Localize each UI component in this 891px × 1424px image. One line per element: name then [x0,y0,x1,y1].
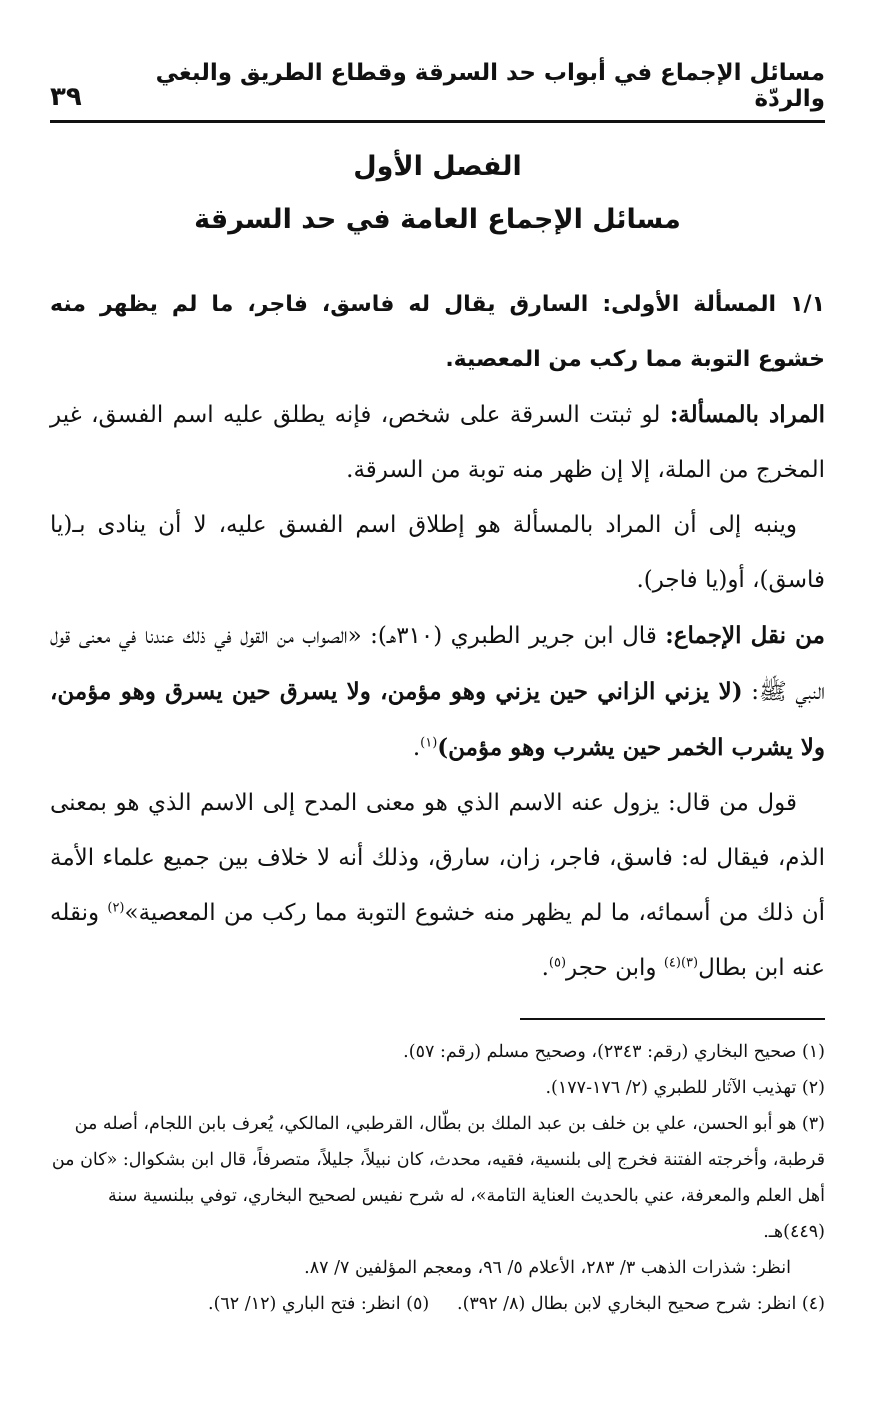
final-period: . [541,955,549,981]
running-header [50,60,825,112]
chapter-title: الفصل الأول [353,151,522,182]
hadith-quote: (لا يزني الزاني حين يزني وهو مؤمن، ولا يسرق حين يسرق وهو مؤمن، ولا يشرب الخمر حين يشرب وهو مؤمن) [50,678,825,761]
footnote-ref-2[interactable]: (٢) [107,900,125,916]
footnote-separator [520,1018,825,1020]
issue-heading: ١/١ المسألة الأولى: السارق يقال له فاسق، فاجر، ما لم يظهر منه خشوع التوبة مما ركب من المعصية. [50,292,825,372]
footnote-2: (٢) تهذيب الآثار للطبري (٢/ ١٧٦-١٧٧). [545,1078,825,1098]
footnote-5: (٥) انظر: فتح الباري (١٢/ ٦٢). [208,1294,430,1314]
footnote-3-refs: انظر: شذرات الذهب ٣/ ٢٨٣، الأعلام ٥/ ٩٦، ومعجم المؤلفين ٧/ ٨٧. [304,1258,791,1278]
footnotes [50,1034,825,1322]
continuation-paragraph [50,776,825,996]
footnote-3: (٣) هو أبو الحسن، علي بن خلف بن عبد الملك بن بطّال، القرطبي، المالكي، يُعرف بابن اللجام، أصله من قرطبة، وأخرجته الفتنة فخرج إلى بلنسية، فقيه، محدث، كان نبيلاً، جليلاً، متصرفاً، قال ابن بشكوال: «كان من أهل العلم والمعرفة، عني بالحديث العناية التامة»، له شرح نفيس لصحيح البخاري، توفي ببلنسية سنة (٤٤٩)هـ. [51,1114,825,1242]
transmission-paragraph [50,608,825,776]
and-ibn-hajar: وابن حجر [566,955,657,981]
meaning-label: المراد بالمسألة: [669,401,826,428]
sentence-end: . [412,735,421,761]
running-title: مسائل الإجماع في أبواب حد السرقة وقطاع الطريق والبغي والردّة [155,60,825,112]
transmission-label: من نقل الإجماع: [665,622,825,649]
footnote-4-5 [50,1286,825,1322]
footnote-ref-4[interactable]: (٤) [663,955,681,971]
book-page [50,60,825,1322]
footnote-ref-1[interactable]: (١) [420,735,438,751]
page-number: ٣٩ [50,82,82,112]
footnote-ref-3[interactable]: (٣) [680,955,699,971]
transmitted-by: ونقله عنه ابن بطال [50,900,825,981]
meaning-paragraph [50,387,825,498]
transmission-intro: قال ابن جرير الطبري (٣١٠هـ): «الصواب من القول في ذلك عندنا في معنى قول النبي ﷺ: [50,623,826,705]
meaning-text: لو ثبتت السرقة على شخص، فإنه يطلق عليه اسم الفسق، غير المخرج من الملة، إلا إن ظهر منه توبة من السرقة. [50,402,825,483]
footnote-ref-5[interactable]: (٥) [548,955,567,971]
footnote-1: (١) صحيح البخاري (رقم: ٢٣٤٣)، وصحيح مسلم (رقم: ٥٧). [403,1042,825,1062]
body-text [50,277,825,996]
note-paragraph: وينبه إلى أن المراد بالمسألة هو إطلاق اسم الفسق عليه، لا أن ينادى بـ(يا فاسق)، أو(يا فاجر). [50,512,825,593]
header-rule [50,120,825,123]
continuation-text: قول من قال: يزول عنه الاسم الذي هو معنى المدح إلى الاسم الذي هو بمعنى الذم، فيقال له: فاسق، فاجر، زان، سارق، وذلك أنه لا خلاف بين جميع علماء الأمة أن ذلك من أسمائه، ما لم يظهر منه خشوع التوبة مما ركب من المعصية» [50,790,826,926]
footnote-4: (٤) انظر: شرح صحيح البخاري لابن بطال (٨/ ٣٩٢). [457,1294,825,1314]
chapter-subtitle: مسائل الإجماع العامة في حد السرقة [194,204,681,235]
